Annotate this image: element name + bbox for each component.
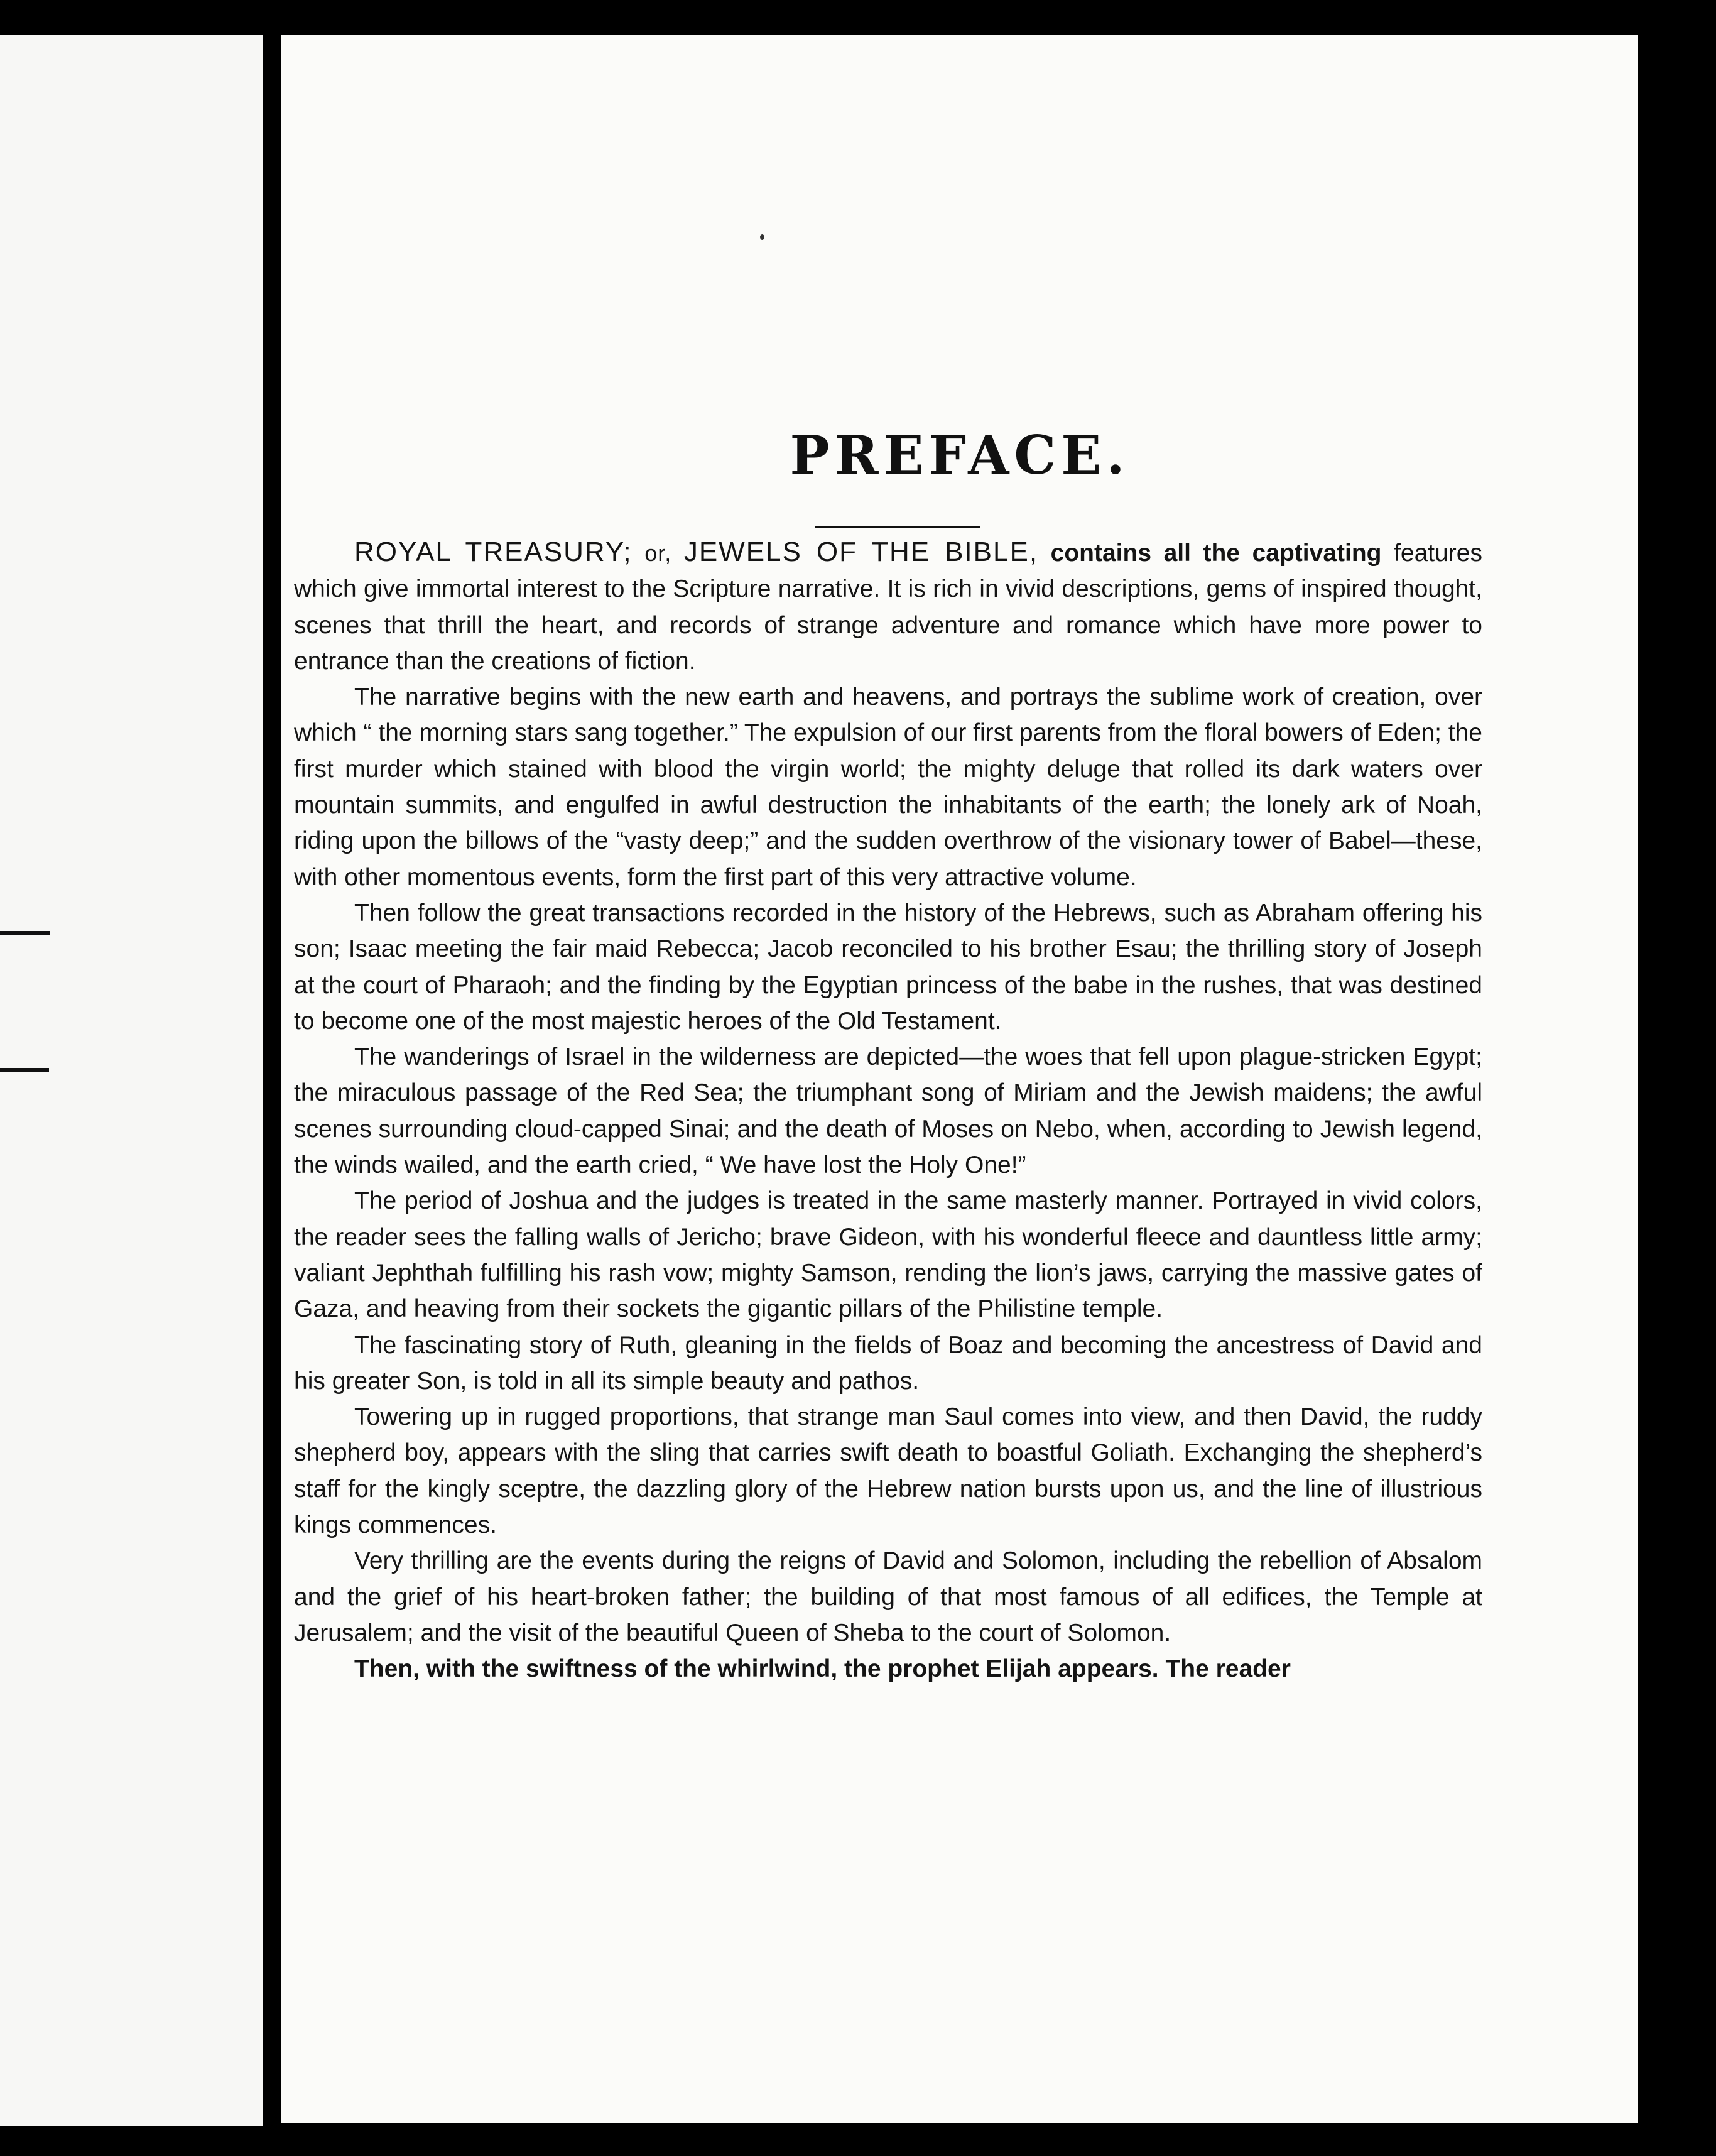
book-title-part1: ROYAL TREASURY; [354, 536, 633, 567]
left-page-rule [0, 1068, 49, 1072]
paragraph: Very thrilling are the events during the reigns of David and Solomon, including the rebellion of Absalom and the grief of his heart-broken father; the building of that most famous of all edifices, the Temple at Jerusalem; and the visit of the beautiful Queen of Sheba to the court of Solomon. [294, 1547, 1482, 1647]
page-title: PREFACE. [790, 424, 1130, 486]
or-word: or, [644, 540, 672, 566]
lead-paragraph [294, 534, 1482, 679]
left-page [0, 35, 263, 2126]
last-line: Then, with the swiftness of the whirlwind, the prophet Elijah appears. The reader [354, 1655, 1291, 1683]
paragraph: The period of Joshua and the judges is treated in the same masterly manner. Portrayed in vivid colors, the reader sees the falling walls of Jericho; brave Gideon, with his wonderful fleece and dauntless little army; valiant Jephthah fulfilling his rash vow; mighty Samson, rending the lion’s jaws, carrying the massive gates of Gaza, and heaving from their sockets the gigantic pillars of the Philistine temple. [294, 1187, 1482, 1323]
paragraph: The fascinating story of Ruth, gleaning in the fields of Boaz and becoming the ancestress of David and his greater Son, is told in all its simple beauty and pathos. [294, 1331, 1482, 1395]
title-rule [815, 526, 980, 528]
preface-body [294, 534, 1482, 1687]
left-page-rule [0, 931, 50, 935]
paragraph: Then follow the great transactions recorded in the history of the Hebrews, such as Abraham offering his son; Isaac meeting the fair maid Rebecca; Jacob reconciled to his brother Esau; the thrilling story of Joseph at the court of Pharaoh; and the finding by the Egyptian princess of the babe in the rushes, that was destined to become one of the most majestic heroes of the Old Testament. [294, 899, 1482, 1035]
lead-bold-text: contains all the captivating [1038, 540, 1382, 567]
ink-speck [760, 234, 764, 240]
paragraph: The narrative begins with the new earth and heavens, and portrays the sublime work of creation, over which “ the morning stars sang together.” The expulsion of our first parents from the floral bowers of Eden; the first murder which stained with blood the virgin world; the mighty deluge that rolled its dark waters over mountain summits, and engulfed in awful destruction the inhabitants of the earth; the lonely ark of Noah, riding upon the billows of the “vasty deep;” and the sudden overthrow of the visionary tower of Babel—these, with other momentous events, form the first part of this very attractive volume. [294, 683, 1482, 891]
lead-text: features which give immortal interest to the Scripture narrative. It is rich in vivid descriptions, gems of inspired thought, scenes that thrill the heart, and records of strange adventure and romance which have more power to entrance than the creations of fiction. [294, 540, 1482, 675]
book-title-part2: JEWELS OF THE BIBLE, [683, 536, 1039, 567]
paragraph: Towering up in rugged proportions, that strange man Saul comes into view, and then David, the ruddy shepherd boy, appears with the sling that carries swift death to boastful Goliath. Exchanging the shepherd’s staff for the kingly sceptre, the dazzling glory of the Hebrew nation bursts upon us, and the line of illustrious kings commences. [294, 1403, 1482, 1539]
paragraph: The wanderings of Israel in the wilderness are depicted—the woes that fell upon plague-stricken Egypt; the miraculous passage of the Red Sea; the triumphant song of Miriam and the Jewish maidens; the awful scenes surrounding cloud-capped Sinai; and the death of Moses on Nebo, when, according to Jewish legend, the winds wailed, and the earth cried, “ We have lost the Holy One!” [294, 1043, 1482, 1179]
book-gutter [263, 0, 281, 2156]
page-edge [1638, 35, 1716, 2123]
